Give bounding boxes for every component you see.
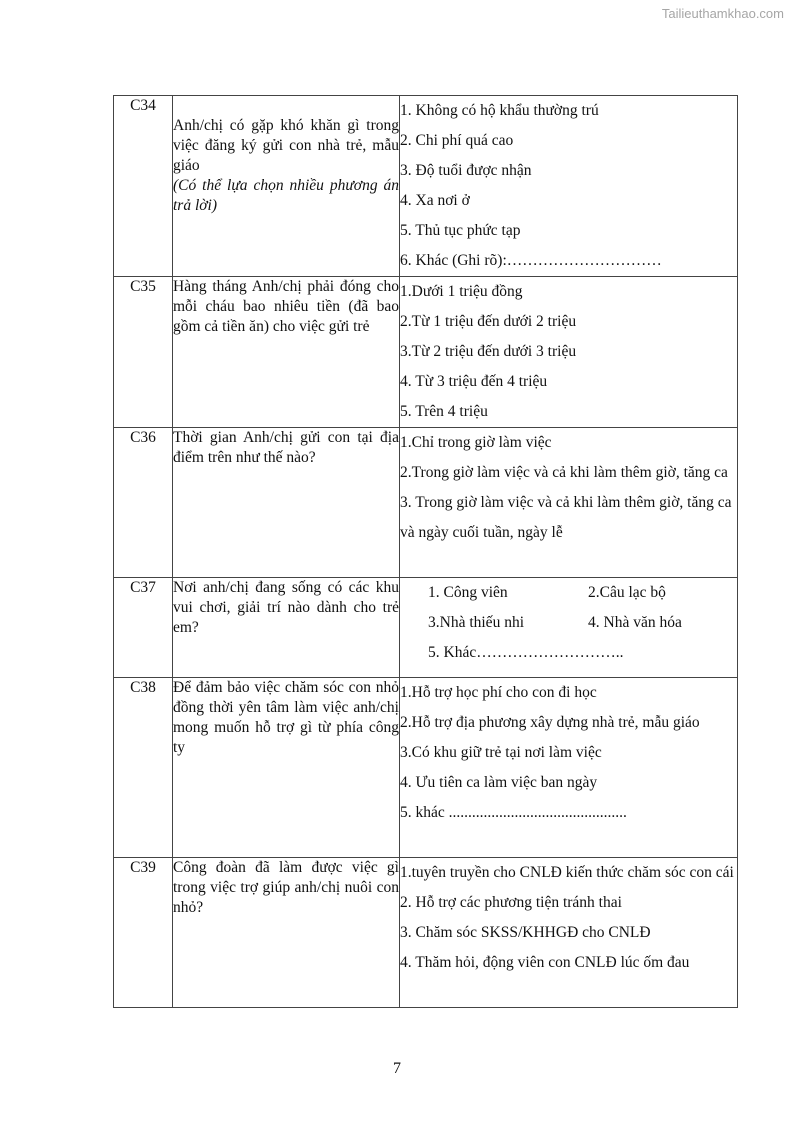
answer-option: 2.Trong giờ làm việc và cả khi làm thêm giờ, tăng ca (400, 464, 728, 481)
question-cell (173, 277, 400, 428)
answer-option: 3.Từ 2 triệu đến dưới 3 triệu (400, 343, 577, 360)
answer-cell (400, 858, 738, 1008)
answer-option: 4. Ưu tiên ca làm việc ban ngày (400, 774, 598, 791)
answer-option: 1.Hỗ trợ học phí cho con đi học (400, 684, 597, 701)
answer-option: 5. Trên 4 triệu (400, 403, 488, 420)
answer-option: 3. Độ tuổi được nhận (400, 162, 532, 179)
watermark: Tailieuthamkhao.com (661, 6, 784, 21)
question-code: C36 (114, 428, 173, 578)
question-cell (173, 858, 400, 1008)
question-text: Nơi anh/chị đang sống có các khu vui chơi, giải trí nào dành cho trẻ em? (173, 579, 399, 636)
question-text: Công đoàn đã làm được việc gì trong việc trợ giúp anh/chị nuôi con nhỏ? (173, 859, 399, 916)
answer-option: 2.Từ 1 triệu đến dưới 2 triệu (400, 313, 577, 330)
table-row (114, 578, 738, 678)
answer-option: 3. Trong giờ làm việc và cả khi làm thêm giờ, tăng ca và ngày cuối tuần, ngày lễ (400, 494, 732, 541)
question-cell (173, 428, 400, 578)
answer-option-row (400, 608, 737, 638)
answer-option: 1. Không có hộ khẩu thường trú (400, 102, 599, 119)
table-row (114, 858, 738, 1008)
answer-option: 2.Hỗ trợ địa phương xây dựng nhà trẻ, mẫu giáo (400, 714, 700, 731)
table-row (114, 96, 738, 277)
answer-cell (400, 277, 738, 428)
question-cell (173, 678, 400, 858)
answer-option-row (400, 578, 737, 608)
survey-table (113, 95, 738, 1008)
answer-option: 1. Công viên (428, 584, 508, 601)
answer-cell (400, 678, 738, 858)
answer-option: 3.Có khu giữ trẻ tại nơi làm việc (400, 744, 602, 761)
answer-option: 4. Thăm hỏi, động viên con CNLĐ lúc ốm đau (400, 954, 690, 971)
answer-option: 6. Khác (Ghi rõ):………………………… (400, 252, 662, 269)
answer-option: 5. khác .............................................. (400, 804, 627, 821)
answer-option: 1.Chỉ trong giờ làm việc (400, 434, 552, 451)
answer-cell (400, 428, 738, 578)
question-text: Anh/chị có gặp khó khăn gì trong việc đăng ký gửi con nhà trẻ, mẫu giáo (173, 117, 399, 174)
table-row (114, 678, 738, 858)
question-code: C38 (114, 678, 173, 858)
question-code: C35 (114, 277, 173, 428)
page-number: 7 (393, 1060, 401, 1077)
answer-option: 2. Hỗ trợ các phương tiện tránh thai (400, 894, 622, 911)
answer-option: 2. Chi phí quá cao (400, 132, 514, 149)
answer-option: 4. Từ 3 triệu đến 4 triệu (400, 373, 548, 390)
answer-option: 1.Dưới 1 triệu đồng (400, 283, 523, 300)
answer-option: 3. Chăm sóc SKSS/KHHGĐ cho CNLĐ (400, 924, 651, 941)
table-row (114, 277, 738, 428)
answer-option: 5. Thủ tục phức tạp (400, 222, 521, 239)
answer-cell (400, 96, 738, 277)
answer-option: 4. Nhà văn hóa (588, 614, 682, 631)
question-text: Để đảm bảo việc chăm sóc con nhỏ đồng thời yên tâm làm việc anh/chị mong muốn hỗ trợ gì từ phía công ty (173, 679, 399, 756)
answer-option: 3.Nhà thiếu nhi (428, 614, 524, 631)
table-row (114, 428, 738, 578)
question-cell (173, 578, 400, 678)
answer-option: 5. Khác……………………….. (428, 644, 624, 661)
answer-option: 2.Câu lạc bộ (588, 584, 666, 601)
question-cell (173, 96, 400, 277)
question-text: Thời gian Anh/chị gửi con tại địa điểm trên như thế nào? (173, 429, 399, 466)
question-text: Hàng tháng Anh/chị phải đóng cho mỗi cháu bao nhiêu tiền (đã bao gồm cả tiền ăn) cho việc gửi trẻ (173, 278, 399, 335)
answer-option: 4. Xa nơi ở (400, 192, 470, 209)
question-code: C34 (114, 96, 173, 277)
question-code: C39 (114, 858, 173, 1008)
question-code: C37 (114, 578, 173, 678)
question-hint: (Có thể lựa chọn nhiều phương án trả lời) (173, 177, 399, 214)
answer-option: 1.tuyên truyền cho CNLĐ kiến thức chăm sóc con cái (400, 864, 734, 881)
answer-cell (400, 578, 738, 678)
